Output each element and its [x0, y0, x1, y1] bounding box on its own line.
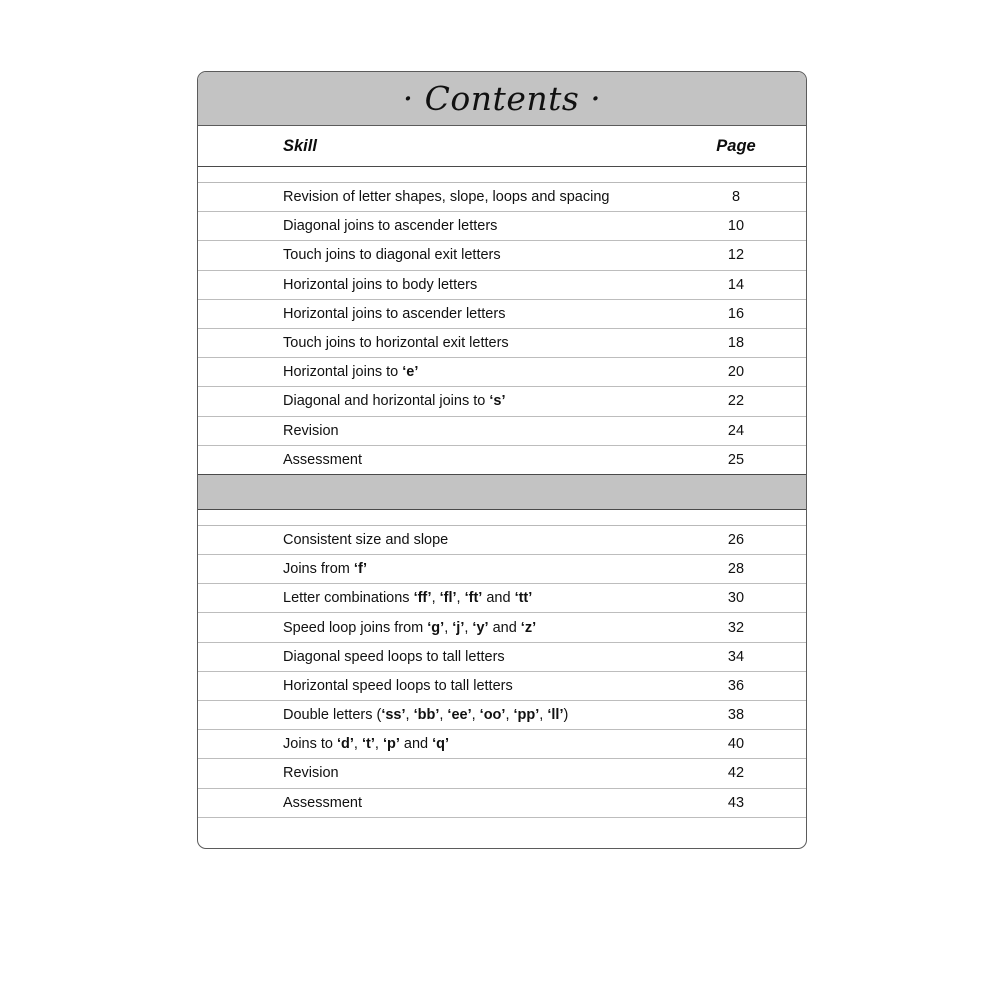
contents-table-card [197, 71, 807, 849]
row-page: 14 [727, 276, 745, 293]
header-spacer-row [198, 167, 806, 183]
row-skill: Assessment [283, 451, 362, 468]
row-skill: Speed loop joins from ‘g’, ‘j’, ‘y’ and ‘z’ [283, 619, 537, 636]
row-page: 18 [727, 335, 745, 352]
table-row [198, 789, 806, 818]
table-row [198, 387, 806, 416]
row-skill: Revision of letter shapes, slope, loops and spacing [283, 189, 610, 206]
table-row [198, 730, 806, 759]
row-skill: Revision [283, 765, 339, 782]
row-page: 32 [727, 619, 745, 636]
row-page: 12 [727, 247, 745, 264]
row-page: 20 [727, 364, 745, 381]
table-row [198, 526, 806, 555]
row-page: 25 [727, 451, 745, 468]
row-page: 38 [727, 707, 745, 724]
contents-title-band [198, 72, 806, 126]
row-skill: Letter combinations ‘ff’, ‘fl’, ‘ft’ and ‘tt’ [283, 590, 533, 607]
row-skill: Consistent size and slope [283, 531, 449, 548]
row-skill: Diagonal speed loops to tall letters [283, 648, 505, 665]
row-page: 16 [727, 305, 745, 322]
row-page: 24 [727, 422, 745, 439]
row-page: 26 [727, 531, 745, 548]
row-page: 42 [727, 765, 745, 782]
table-row [198, 446, 806, 474]
table-row [198, 417, 806, 446]
row-skill: Horizontal joins to ‘e’ [283, 364, 419, 381]
row-skill: Horizontal joins to body letters [283, 276, 478, 293]
table-row [198, 613, 806, 642]
table-header-row [198, 126, 806, 167]
row-skill: Revision [283, 422, 339, 439]
bottom-padding [198, 818, 806, 848]
table-row [198, 701, 806, 730]
table-row [198, 300, 806, 329]
table-row [198, 241, 806, 270]
row-page: 28 [727, 561, 745, 578]
row-page: 43 [727, 794, 745, 811]
table-row [198, 271, 806, 300]
section-divider-band [198, 474, 806, 510]
row-page: 10 [727, 218, 745, 235]
row-skill: Joins from ‘f’ [283, 561, 368, 578]
row-skill: Touch joins to horizontal exit letters [283, 335, 509, 352]
row-skill: Diagonal joins to ascender letters [283, 218, 498, 235]
row-page: 34 [727, 648, 745, 665]
section-spacer-row [198, 510, 806, 526]
table-row [198, 329, 806, 358]
row-page: 40 [727, 736, 745, 753]
row-skill: Touch joins to diagonal exit letters [283, 247, 501, 264]
table-row [198, 358, 806, 387]
column-header-page: Page [716, 136, 756, 155]
table-row [198, 672, 806, 701]
row-skill: Diagonal and horizontal joins to ‘s’ [283, 393, 506, 410]
table-row [198, 643, 806, 672]
section-two-rows [198, 510, 806, 848]
row-page: 8 [731, 189, 741, 206]
row-skill: Assessment [283, 794, 362, 811]
row-page: 30 [727, 590, 745, 607]
page-title: · Contents · [402, 79, 602, 118]
table-row [198, 584, 806, 613]
table-row [198, 212, 806, 241]
row-page: 22 [727, 393, 745, 410]
row-skill: Horizontal speed loops to tall letters [283, 677, 513, 694]
column-header-skill: Skill [283, 136, 317, 155]
row-skill: Double letters (‘ss’, ‘bb’, ‘ee’, ‘oo’, ‘pp’, ‘ll’) [283, 707, 569, 724]
row-skill: Horizontal joins to ascender letters [283, 305, 506, 322]
table-row [198, 183, 806, 212]
row-page: 36 [727, 677, 745, 694]
table-row [198, 555, 806, 584]
section-one-rows [198, 183, 806, 474]
table-row [198, 759, 806, 788]
row-skill: Joins to ‘d’, ‘t’, ‘p’ and ‘q’ [283, 736, 450, 753]
